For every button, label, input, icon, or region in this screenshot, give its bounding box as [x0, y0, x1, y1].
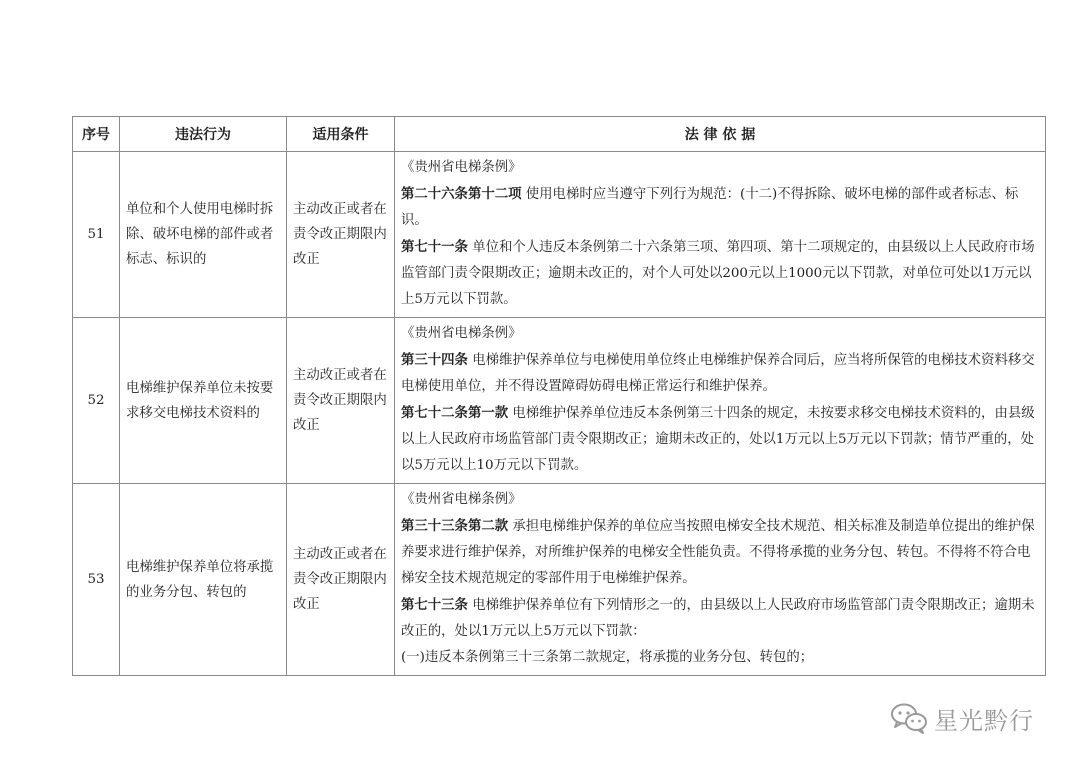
table-row	[73, 152, 1046, 318]
row-no: 52	[73, 318, 120, 484]
wechat-icon	[890, 702, 928, 734]
basis-paragraph	[401, 513, 1039, 592]
row-no: 53	[73, 484, 120, 676]
header-no: 序号	[73, 117, 120, 152]
article-ref: 第三十三条第二款	[401, 518, 509, 534]
header-act: 违法行为	[120, 117, 287, 152]
basis-paragraph	[401, 592, 1039, 645]
article-text: 单位和个人违反本条例第二十六条第三项、第四项、第十二项规定的，由县级以上人民政府市场监管部门责令限期改正；逾期未改正的，对个人可处以200元以上1000元以下罚款，对单位可处以1万元以上5万元以下罚款。	[401, 240, 1035, 307]
article-ref: 第七十二条第一款	[401, 405, 509, 421]
table-row	[73, 484, 1046, 676]
article-text: 电梯维护保养单位与电梯使用单位终止电梯维护保养合同后，应当将所保管的电梯技术资料移交电梯使用单位，并不得设置障碍妨碍电梯正常运行和维护保养。	[401, 353, 1035, 394]
basis-paragraph	[401, 181, 1039, 234]
article-ref: 第七十三条	[401, 597, 468, 613]
basis-paragraph	[401, 234, 1039, 313]
article-text: 电梯维护保养单位违反本条例第三十四条的规定，未按要求移交电梯技术资料的，由县级以上人民政府市场监管部门责令限期改正；逾期未改正的，处以1万元以上5万元以下罚款；情节严重的，处以5万元以上10万元以下罚款。	[401, 406, 1035, 473]
row-act: 电梯维护保养单位将承揽的业务分包、转包的	[120, 484, 287, 676]
row-cond: 主动改正或者在责令改正期限内改正	[287, 484, 395, 676]
row-act: 单位和个人使用电梯时拆除、破坏电梯的部件或者标志、标识的	[120, 152, 287, 318]
row-basis	[395, 484, 1046, 676]
article-ref: 第三十四条	[401, 352, 468, 368]
row-no: 51	[73, 152, 120, 318]
article-ref: 第七十一条	[401, 239, 468, 255]
row-cond: 主动改正或者在责令改正期限内改正	[287, 318, 395, 484]
row-cond: 主动改正或者在责令改正期限内改正	[287, 152, 395, 318]
header-basis: 法 律 依 据	[395, 117, 1046, 152]
table-row	[73, 318, 1046, 484]
row-basis	[395, 152, 1046, 318]
article-text: 使用电梯时应当遵守下列行为规范：(十二)不得拆除、破坏电梯的部件或者标志、标识。	[401, 187, 1019, 228]
article-text: 承担电梯维护保养的单位应当按照电梯安全技术规范、相关标准及制造单位提出的维护保养要求进行维护保养，对所维护保养的电梯安全性能负责。不得将承揽的业务分包、转包。不得将不符合电梯安全技术规范规定的零部件用于电梯维护保养。	[401, 519, 1035, 586]
row-act: 电梯维护保养单位未按要求移交电梯技术资料的	[120, 318, 287, 484]
article-text: 电梯维护保养单位有下列情形之一的，由县级以上人民政府市场监管部门责令限期改正；逾期未改正的，处以1万元以上5万元以下罚款：	[401, 598, 1035, 639]
basis-source: 《贵州省电梯条例》	[401, 160, 522, 175]
row-basis	[395, 318, 1046, 484]
basis-paragraph: (一)违反本条例第三十三条第二款规定，将承揽的业务分包、转包的；	[401, 650, 814, 665]
law-table	[72, 116, 1046, 676]
basis-source: 《贵州省电梯条例》	[401, 492, 522, 507]
watermark	[890, 700, 1034, 736]
basis-paragraph	[401, 400, 1039, 479]
watermark-text: 星光黔行	[934, 706, 1034, 735]
article-ref: 第二十六条第十二项	[401, 186, 522, 202]
header-cond: 适用条件	[287, 117, 395, 152]
table-header-row	[73, 117, 1046, 152]
basis-source: 《贵州省电梯条例》	[401, 326, 522, 341]
basis-paragraph	[401, 347, 1039, 400]
